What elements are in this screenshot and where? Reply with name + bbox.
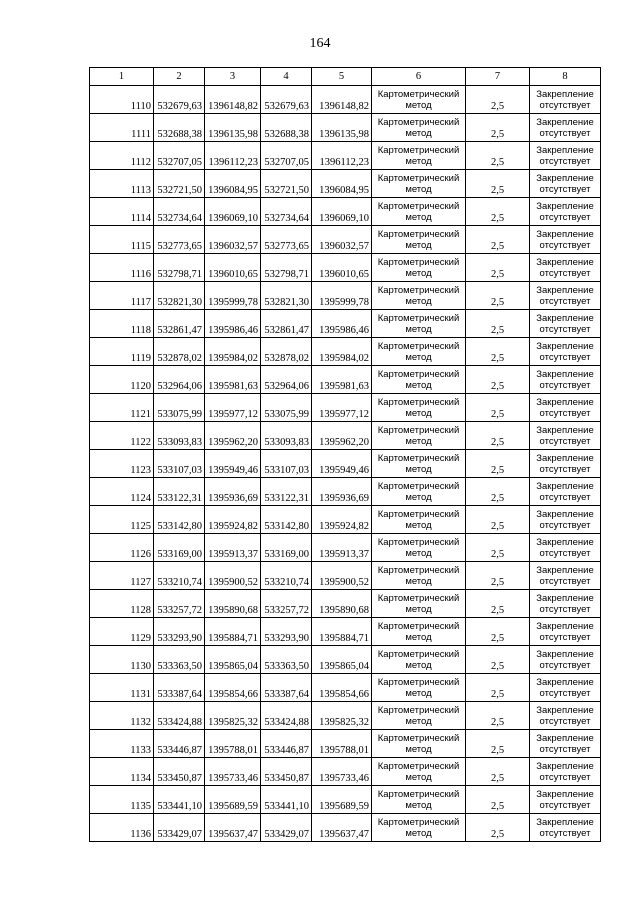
accuracy-cell: 2,5 — [466, 338, 530, 366]
x-coordinate-cell: 533450,87 — [154, 758, 205, 786]
x-coordinate-cell: 533257,72 — [154, 590, 205, 618]
x-coordinate-cell: 532773,65 — [261, 226, 312, 254]
table-row — [90, 674, 601, 702]
point-number-cell: 1130 — [90, 646, 154, 674]
x-coordinate-cell: 532721,50 — [261, 170, 312, 198]
accuracy-cell: 2,5 — [466, 86, 530, 114]
method-cell: Картометрический метод — [372, 730, 466, 758]
y-coordinate-cell: 1395977,12 — [205, 394, 261, 422]
x-coordinate-cell: 532798,71 — [154, 254, 205, 282]
table-row — [90, 254, 601, 282]
y-coordinate-cell: 1395924,82 — [205, 506, 261, 534]
table-row — [90, 366, 601, 394]
x-coordinate-cell: 533107,03 — [261, 450, 312, 478]
table-row — [90, 338, 601, 366]
method-cell: Картометрический метод — [372, 590, 466, 618]
y-coordinate-cell: 1396135,98 — [205, 114, 261, 142]
fixing-cell: Закрепление отсутствует — [530, 254, 601, 282]
accuracy-cell: 2,5 — [466, 170, 530, 198]
table-header-row — [90, 68, 601, 86]
x-coordinate-cell: 532773,65 — [154, 226, 205, 254]
y-coordinate-cell: 1395984,02 — [312, 338, 372, 366]
y-coordinate-cell: 1395890,68 — [205, 590, 261, 618]
table-row — [90, 758, 601, 786]
fixing-cell: Закрепление отсутствует — [530, 226, 601, 254]
method-cell: Картометрический метод — [372, 198, 466, 226]
y-coordinate-cell: 1395924,82 — [312, 506, 372, 534]
x-coordinate-cell: 533363,50 — [154, 646, 205, 674]
x-coordinate-cell: 532861,47 — [154, 310, 205, 338]
table-row — [90, 422, 601, 450]
y-coordinate-cell: 1395900,52 — [312, 562, 372, 590]
x-coordinate-cell: 533169,00 — [261, 534, 312, 562]
x-coordinate-cell: 533450,87 — [261, 758, 312, 786]
accuracy-cell: 2,5 — [466, 758, 530, 786]
y-coordinate-cell: 1395981,63 — [205, 366, 261, 394]
table-row — [90, 198, 601, 226]
y-coordinate-cell: 1395733,46 — [312, 758, 372, 786]
point-number-cell: 1123 — [90, 450, 154, 478]
y-coordinate-cell: 1396148,82 — [312, 86, 372, 114]
fixing-cell: Закрепление отсутствует — [530, 86, 601, 114]
y-coordinate-cell: 1395884,71 — [312, 618, 372, 646]
method-cell: Картометрический метод — [372, 226, 466, 254]
y-coordinate-cell: 1395981,63 — [312, 366, 372, 394]
accuracy-cell: 2,5 — [466, 702, 530, 730]
x-coordinate-cell: 533075,99 — [261, 394, 312, 422]
accuracy-cell: 2,5 — [466, 534, 530, 562]
method-cell: Картометрический метод — [372, 450, 466, 478]
method-cell: Картометрический метод — [372, 674, 466, 702]
y-coordinate-cell: 1396135,98 — [312, 114, 372, 142]
y-coordinate-cell: 1395962,20 — [205, 422, 261, 450]
x-coordinate-cell: 533107,03 — [154, 450, 205, 478]
point-number-cell: 1122 — [90, 422, 154, 450]
x-coordinate-cell: 533424,88 — [261, 702, 312, 730]
x-coordinate-cell: 533169,00 — [154, 534, 205, 562]
y-coordinate-cell: 1395854,66 — [205, 674, 261, 702]
point-number-cell: 1128 — [90, 590, 154, 618]
x-coordinate-cell: 533122,31 — [261, 478, 312, 506]
y-coordinate-cell: 1395788,01 — [312, 730, 372, 758]
method-cell: Картометрический метод — [372, 86, 466, 114]
y-coordinate-cell: 1395913,37 — [312, 534, 372, 562]
y-coordinate-cell: 1395865,04 — [205, 646, 261, 674]
x-coordinate-cell: 533210,74 — [261, 562, 312, 590]
x-coordinate-cell: 532688,38 — [261, 114, 312, 142]
table-row — [90, 730, 601, 758]
x-coordinate-cell: 533424,88 — [154, 702, 205, 730]
point-number-cell: 1134 — [90, 758, 154, 786]
accuracy-cell: 2,5 — [466, 282, 530, 310]
accuracy-cell: 2,5 — [466, 506, 530, 534]
x-coordinate-cell: 533446,87 — [261, 730, 312, 758]
point-number-cell: 1133 — [90, 730, 154, 758]
point-number-cell: 1116 — [90, 254, 154, 282]
table-row — [90, 702, 601, 730]
table-row — [90, 226, 601, 254]
fixing-cell: Закрепление отсутствует — [530, 422, 601, 450]
y-coordinate-cell: 1395900,52 — [205, 562, 261, 590]
y-coordinate-cell: 1395788,01 — [205, 730, 261, 758]
x-coordinate-cell: 533257,72 — [261, 590, 312, 618]
method-cell: Картометрический метод — [372, 142, 466, 170]
y-coordinate-cell: 1395984,02 — [205, 338, 261, 366]
x-coordinate-cell: 532679,63 — [154, 86, 205, 114]
column-header: 6 — [372, 68, 466, 86]
x-coordinate-cell: 533446,87 — [154, 730, 205, 758]
y-coordinate-cell: 1395962,20 — [312, 422, 372, 450]
accuracy-cell: 2,5 — [466, 142, 530, 170]
y-coordinate-cell: 1395637,47 — [312, 814, 372, 842]
x-coordinate-cell: 532821,30 — [261, 282, 312, 310]
y-coordinate-cell: 1396084,95 — [205, 170, 261, 198]
x-coordinate-cell: 532878,02 — [261, 338, 312, 366]
fixing-cell: Закрепление отсутствует — [530, 534, 601, 562]
y-coordinate-cell: 1396069,10 — [312, 198, 372, 226]
accuracy-cell: 2,5 — [466, 366, 530, 394]
accuracy-cell: 2,5 — [466, 562, 530, 590]
accuracy-cell: 2,5 — [466, 310, 530, 338]
x-coordinate-cell: 532964,06 — [261, 366, 312, 394]
accuracy-cell: 2,5 — [466, 226, 530, 254]
point-number-cell: 1131 — [90, 674, 154, 702]
x-coordinate-cell: 532707,05 — [154, 142, 205, 170]
table-row — [90, 142, 601, 170]
point-number-cell: 1113 — [90, 170, 154, 198]
point-number-cell: 1114 — [90, 198, 154, 226]
y-coordinate-cell: 1395637,47 — [205, 814, 261, 842]
method-cell: Картометрический метод — [372, 422, 466, 450]
table-row — [90, 86, 601, 114]
accuracy-cell: 2,5 — [466, 478, 530, 506]
table-row — [90, 618, 601, 646]
table-row — [90, 506, 601, 534]
point-number-cell: 1112 — [90, 142, 154, 170]
y-coordinate-cell: 1396148,82 — [205, 86, 261, 114]
accuracy-cell: 2,5 — [466, 590, 530, 618]
table-row — [90, 310, 601, 338]
column-header: 4 — [261, 68, 312, 86]
y-coordinate-cell: 1395854,66 — [312, 674, 372, 702]
point-number-cell: 1126 — [90, 534, 154, 562]
y-coordinate-cell: 1395733,46 — [205, 758, 261, 786]
fixing-cell: Закрепление отсутствует — [530, 730, 601, 758]
method-cell: Картометрический метод — [372, 506, 466, 534]
y-coordinate-cell: 1396010,65 — [312, 254, 372, 282]
fixing-cell: Закрепление отсутствует — [530, 758, 601, 786]
method-cell: Картометрический метод — [372, 366, 466, 394]
method-cell: Картометрический метод — [372, 786, 466, 814]
coordinates-table — [89, 67, 601, 842]
accuracy-cell: 2,5 — [466, 450, 530, 478]
y-coordinate-cell: 1395936,69 — [312, 478, 372, 506]
y-coordinate-cell: 1395986,46 — [312, 310, 372, 338]
x-coordinate-cell: 533210,74 — [154, 562, 205, 590]
accuracy-cell: 2,5 — [466, 422, 530, 450]
table-row — [90, 646, 601, 674]
x-coordinate-cell: 533142,80 — [261, 506, 312, 534]
x-coordinate-cell: 533142,80 — [154, 506, 205, 534]
x-coordinate-cell: 532964,06 — [154, 366, 205, 394]
fixing-cell: Закрепление отсутствует — [530, 618, 601, 646]
accuracy-cell: 2,5 — [466, 254, 530, 282]
method-cell: Картометрический метод — [372, 338, 466, 366]
point-number-cell: 1117 — [90, 282, 154, 310]
method-cell: Картометрический метод — [372, 618, 466, 646]
x-coordinate-cell: 532721,50 — [154, 170, 205, 198]
x-coordinate-cell: 533075,99 — [154, 394, 205, 422]
y-coordinate-cell: 1395936,69 — [205, 478, 261, 506]
point-number-cell: 1125 — [90, 506, 154, 534]
y-coordinate-cell: 1395689,59 — [312, 786, 372, 814]
y-coordinate-cell: 1395913,37 — [205, 534, 261, 562]
method-cell: Картометрический метод — [372, 814, 466, 842]
accuracy-cell: 2,5 — [466, 814, 530, 842]
method-cell: Картометрический метод — [372, 478, 466, 506]
method-cell: Картометрический метод — [372, 702, 466, 730]
x-coordinate-cell: 533387,64 — [154, 674, 205, 702]
x-coordinate-cell: 532734,64 — [261, 198, 312, 226]
accuracy-cell: 2,5 — [466, 618, 530, 646]
method-cell: Картометрический метод — [372, 310, 466, 338]
accuracy-cell: 2,5 — [466, 646, 530, 674]
method-cell: Картометрический метод — [372, 114, 466, 142]
method-cell: Картометрический метод — [372, 254, 466, 282]
x-coordinate-cell: 533363,50 — [261, 646, 312, 674]
method-cell: Картометрический метод — [372, 758, 466, 786]
fixing-cell: Закрепление отсутствует — [530, 590, 601, 618]
x-coordinate-cell: 532821,30 — [154, 282, 205, 310]
y-coordinate-cell: 1395890,68 — [312, 590, 372, 618]
table-row — [90, 562, 601, 590]
point-number-cell: 1120 — [90, 366, 154, 394]
point-number-cell: 1110 — [90, 86, 154, 114]
fixing-cell: Закрепление отсутствует — [530, 394, 601, 422]
point-number-cell: 1132 — [90, 702, 154, 730]
x-coordinate-cell: 532878,02 — [154, 338, 205, 366]
y-coordinate-cell: 1395825,32 — [312, 702, 372, 730]
y-coordinate-cell: 1396032,57 — [312, 226, 372, 254]
y-coordinate-cell: 1396084,95 — [312, 170, 372, 198]
y-coordinate-cell: 1395999,78 — [312, 282, 372, 310]
x-coordinate-cell: 533293,90 — [261, 618, 312, 646]
point-number-cell: 1115 — [90, 226, 154, 254]
fixing-cell: Закрепление отсутствует — [530, 450, 601, 478]
method-cell: Картометрический метод — [372, 394, 466, 422]
accuracy-cell: 2,5 — [466, 114, 530, 142]
x-coordinate-cell: 533441,10 — [261, 786, 312, 814]
method-cell: Картометрический метод — [372, 562, 466, 590]
page-number: 164 — [309, 36, 331, 51]
y-coordinate-cell: 1395977,12 — [312, 394, 372, 422]
table-row — [90, 590, 601, 618]
fixing-cell: Закрепление отсутствует — [530, 562, 601, 590]
y-coordinate-cell: 1395949,46 — [312, 450, 372, 478]
x-coordinate-cell: 533093,83 — [261, 422, 312, 450]
x-coordinate-cell: 533441,10 — [154, 786, 205, 814]
fixing-cell: Закрепление отсутствует — [530, 814, 601, 842]
table-row — [90, 170, 601, 198]
fixing-cell: Закрепление отсутствует — [530, 674, 601, 702]
method-cell: Картометрический метод — [372, 170, 466, 198]
method-cell: Картометрический метод — [372, 646, 466, 674]
y-coordinate-cell: 1395689,59 — [205, 786, 261, 814]
table-row — [90, 478, 601, 506]
fixing-cell: Закрепление отсутствует — [530, 646, 601, 674]
point-number-cell: 1135 — [90, 786, 154, 814]
fixing-cell: Закрепление отсутствует — [530, 786, 601, 814]
table-row — [90, 786, 601, 814]
method-cell: Картометрический метод — [372, 282, 466, 310]
y-coordinate-cell: 1395884,71 — [205, 618, 261, 646]
accuracy-cell: 2,5 — [466, 198, 530, 226]
table-row — [90, 282, 601, 310]
column-header: 2 — [154, 68, 205, 86]
table-row — [90, 534, 601, 562]
point-number-cell: 1119 — [90, 338, 154, 366]
column-header: 8 — [530, 68, 601, 86]
point-number-cell: 1121 — [90, 394, 154, 422]
column-header: 3 — [205, 68, 261, 86]
x-coordinate-cell: 533122,31 — [154, 478, 205, 506]
point-number-cell: 1127 — [90, 562, 154, 590]
y-coordinate-cell: 1396010,65 — [205, 254, 261, 282]
x-coordinate-cell: 533293,90 — [154, 618, 205, 646]
x-coordinate-cell: 533093,83 — [154, 422, 205, 450]
x-coordinate-cell: 533429,07 — [154, 814, 205, 842]
fixing-cell: Закрепление отсутствует — [530, 506, 601, 534]
table-row — [90, 450, 601, 478]
fixing-cell: Закрепление отсутствует — [530, 198, 601, 226]
table-row — [90, 114, 601, 142]
y-coordinate-cell: 1396069,10 — [205, 198, 261, 226]
y-coordinate-cell: 1396112,23 — [205, 142, 261, 170]
y-coordinate-cell: 1395825,32 — [205, 702, 261, 730]
column-header: 1 — [90, 68, 154, 86]
fixing-cell: Закрепление отсутствует — [530, 366, 601, 394]
fixing-cell: Закрепление отсутствует — [530, 142, 601, 170]
accuracy-cell: 2,5 — [466, 394, 530, 422]
accuracy-cell: 2,5 — [466, 730, 530, 758]
fixing-cell: Закрепление отсутствует — [530, 114, 601, 142]
x-coordinate-cell: 533387,64 — [261, 674, 312, 702]
y-coordinate-cell: 1395949,46 — [205, 450, 261, 478]
column-header: 7 — [466, 68, 530, 86]
x-coordinate-cell: 532679,63 — [261, 86, 312, 114]
table-row — [90, 814, 601, 842]
y-coordinate-cell: 1396112,23 — [312, 142, 372, 170]
x-coordinate-cell: 532798,71 — [261, 254, 312, 282]
point-number-cell: 1111 — [90, 114, 154, 142]
accuracy-cell: 2,5 — [466, 786, 530, 814]
point-number-cell: 1124 — [90, 478, 154, 506]
y-coordinate-cell: 1395999,78 — [205, 282, 261, 310]
fixing-cell: Закрепление отсутствует — [530, 170, 601, 198]
x-coordinate-cell: 532707,05 — [261, 142, 312, 170]
fixing-cell: Закрепление отсутствует — [530, 702, 601, 730]
fixing-cell: Закрепление отсутствует — [530, 310, 601, 338]
fixing-cell: Закрепление отсутствует — [530, 338, 601, 366]
point-number-cell: 1129 — [90, 618, 154, 646]
point-number-cell: 1136 — [90, 814, 154, 842]
table-row — [90, 394, 601, 422]
fixing-cell: Закрепление отсутствует — [530, 478, 601, 506]
accuracy-cell: 2,5 — [466, 674, 530, 702]
point-number-cell: 1118 — [90, 310, 154, 338]
column-header: 5 — [312, 68, 372, 86]
fixing-cell: Закрепление отсутствует — [530, 282, 601, 310]
x-coordinate-cell: 532688,38 — [154, 114, 205, 142]
y-coordinate-cell: 1395986,46 — [205, 310, 261, 338]
method-cell: Картометрический метод — [372, 534, 466, 562]
y-coordinate-cell: 1395865,04 — [312, 646, 372, 674]
x-coordinate-cell: 532861,47 — [261, 310, 312, 338]
y-coordinate-cell: 1396032,57 — [205, 226, 261, 254]
x-coordinate-cell: 532734,64 — [154, 198, 205, 226]
x-coordinate-cell: 533429,07 — [261, 814, 312, 842]
